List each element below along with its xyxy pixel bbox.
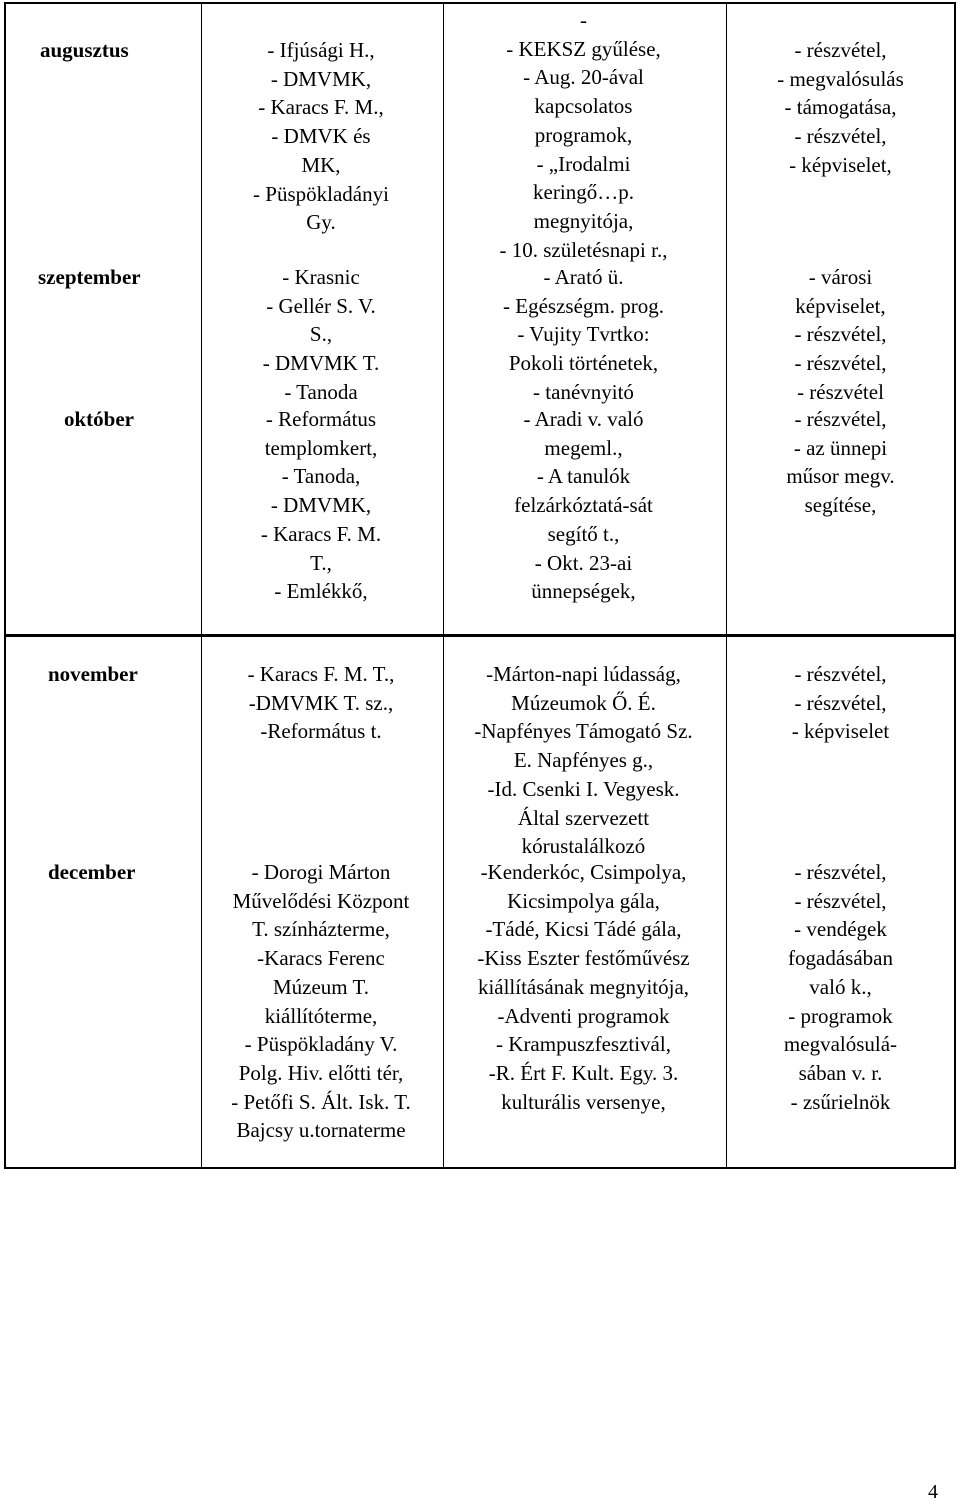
month-cell: november: [48, 662, 138, 686]
cell-line: - városi: [808, 265, 873, 289]
cell-line: - Gellér S. V.: [266, 293, 376, 318]
month-cell: december: [48, 860, 136, 884]
cell-line: - 10. születésnapi r.,: [499, 237, 668, 262]
top-table: [4, 2, 956, 636]
cell-line: Múzeum T.: [272, 974, 370, 999]
cell-line: -Márton-napi lúdasság,: [486, 662, 681, 686]
cell-line: Múzeumok Ő. É.: [511, 690, 656, 715]
cell-line: Polg. Hiv. előtti tér,: [238, 1060, 404, 1085]
cell-line: - Krasnic: [282, 265, 360, 289]
cell-line: -Kenderkóc, Csimpolya,: [480, 860, 687, 884]
events-cell: [442, 405, 725, 606]
cell-line: - képviselet,: [789, 152, 892, 177]
cell-line: - képviselet: [791, 719, 890, 744]
cell-line: - KEKSZ gyűlése,: [506, 36, 661, 61]
cell-line: -R. Ért F. Kult. Egy. 3.: [488, 1060, 679, 1085]
cell-line: - az ünnepi: [793, 435, 888, 460]
cell-line: - Karacs F. M.: [260, 521, 382, 546]
cell-line: - Dorogi Márton: [251, 860, 391, 884]
cell-line: programok,: [534, 122, 633, 147]
cell-line: T.,: [310, 550, 332, 575]
month-cell: október: [64, 407, 134, 431]
cell-line: - részvétel,: [794, 407, 887, 431]
cell-line: - DMVMK T.: [262, 351, 380, 376]
cell-line: - Püspökladányi: [253, 181, 389, 206]
cell-line: - Tanoda,: [281, 464, 361, 489]
cell-line: - Okt. 23-ai: [534, 550, 633, 575]
cell-line: -Tádé, Kicsi Tádé gála,: [485, 917, 682, 942]
roles-cell: [725, 36, 956, 264]
cell-line: - DMVMK,: [270, 493, 372, 518]
cell-line: - programok: [788, 1003, 893, 1028]
cell-line: T. színházterme,: [252, 917, 390, 942]
cell-line: - zsűrielnök: [790, 1089, 891, 1114]
cell-line: - részvétel,: [794, 351, 887, 376]
cell-line: műsor megv.: [786, 464, 895, 489]
locations-cell: [200, 36, 442, 264]
roles-cell: [725, 263, 956, 407]
cell-line: Kicsimpolya gála,: [507, 888, 660, 913]
events-cell: [442, 660, 725, 861]
cell-line: - megvalósulás: [777, 66, 904, 91]
cell-line: S.,: [309, 322, 333, 347]
cell-line: - részvétel,: [794, 888, 887, 913]
cell-line: felzárkóztatá-sát: [514, 493, 653, 518]
roles-cell: [725, 660, 956, 861]
cell-line: - Vujity Tvrtko:: [517, 322, 650, 347]
cell-line: megeml.,: [544, 435, 623, 460]
cell-line: ünnepségek,: [531, 579, 636, 604]
cell-line: segítése,: [804, 493, 877, 518]
table-row-oktober: [4, 405, 956, 606]
cell-line: -Napfényes Támogató Sz.: [474, 719, 693, 744]
month-cell: augusztus: [40, 38, 129, 62]
cell-line: - részvétel,: [794, 124, 887, 149]
cell-line: való k.,: [809, 974, 872, 999]
cell-line: - A tanulók: [536, 464, 631, 489]
roles-cell: [725, 858, 956, 1145]
cell-line: - Tanoda: [284, 379, 358, 404]
cell-line: kapcsolatos: [534, 94, 633, 119]
cell-line: keringő…p.: [533, 180, 634, 205]
cell-line: kulturális versenye,: [501, 1089, 666, 1114]
cell-line: - Ifjúsági H.,: [267, 38, 375, 62]
cell-line: megnyitója,: [533, 208, 634, 233]
table-row-augusztus: [4, 8, 956, 264]
locations-cell: [200, 263, 442, 407]
cell-line: sában v. r.: [798, 1060, 883, 1085]
cell-line: - „Irodalmi: [536, 151, 631, 176]
cell-line: Bajcsy u.tornaterme: [236, 1118, 406, 1143]
cell-line: Művelődési Központ: [232, 888, 410, 913]
cell-line: - Aradi v. való: [523, 407, 644, 431]
cell-line: - Petőfi S. Ált. Isk. T.: [231, 1089, 411, 1114]
cell-line: - Arató ü.: [543, 265, 624, 289]
roles-cell: [725, 405, 956, 606]
cell-line: - részvétel,: [794, 38, 887, 62]
cell-line: képviselet,: [795, 293, 886, 318]
cell-line: - vendégek: [794, 917, 887, 942]
cell-line: - Krampuszfesztivál,: [496, 1032, 671, 1057]
cell-line: - részvétel: [797, 379, 884, 404]
cell-line: Pokoli történetek,: [508, 351, 659, 376]
cell-line: -DMVMK T. sz.,: [248, 690, 394, 715]
cell-line: - részvétel,: [794, 860, 887, 884]
events-cell: [442, 858, 725, 1145]
cell-line: - részvétel,: [794, 662, 887, 686]
locations-cell: [200, 660, 442, 861]
cell-line: - Református: [265, 407, 377, 431]
cell-line: fogadásában: [788, 946, 893, 971]
cell-line: - részvétel,: [794, 690, 887, 715]
cell-line: - DMVMK,: [270, 66, 372, 91]
cell-line: megvalósulá-: [783, 1032, 898, 1057]
cell-line: -Id. Csenki I. Vegyesk.: [487, 776, 680, 801]
cell-line: Gy.: [306, 210, 336, 235]
events-cell: [442, 6, 725, 264]
cell-line: - Egészségm. prog.: [503, 293, 664, 318]
cell-line: - részvétel,: [794, 322, 887, 347]
cell-line: - Emlékkő,: [274, 579, 368, 604]
cell-line: -Református t.: [260, 719, 382, 744]
cell-line: - Aug. 20-ával: [523, 65, 644, 90]
cell-line: segítő t.,: [547, 521, 620, 546]
month-cell: szeptember: [38, 265, 141, 289]
cell-line: kiállítóterme,: [264, 1003, 378, 1028]
cell-line: -Kiss Eszter festőművész: [477, 946, 690, 971]
bottom-table: [4, 636, 956, 1169]
cell-line: -Adventi programok: [497, 1003, 670, 1028]
cell-line: - Karacs F. M.,: [258, 95, 384, 120]
locations-cell: [200, 858, 442, 1145]
events-cell: [442, 263, 725, 407]
cell-line: MK,: [301, 152, 341, 177]
cell-line: kiállításának megnyitója,: [477, 974, 690, 999]
cell-line: kórustalálkozó: [521, 834, 646, 859]
table-row-szeptember: [4, 263, 956, 407]
cell-line: - DMVK és: [271, 124, 371, 149]
cell-line: - Püspökladány V.: [244, 1032, 398, 1057]
locations-cell: [200, 405, 442, 606]
cell-line: templomkert,: [264, 435, 378, 460]
table-row-november: [4, 660, 956, 861]
cell-line: Által szervezett: [517, 805, 650, 830]
cell-line: - támogatása,: [784, 95, 897, 120]
table-row-december: [4, 858, 956, 1145]
cell-line: - Karacs F. M. T.,: [247, 662, 395, 686]
cell-line: -: [580, 8, 587, 32]
cell-line: - tanévnyitó: [533, 379, 634, 404]
cell-line: E. Napfényes g.,: [513, 748, 654, 773]
cell-line: -Karacs Ferenc: [257, 946, 385, 971]
page-number: 4: [928, 1481, 938, 1503]
